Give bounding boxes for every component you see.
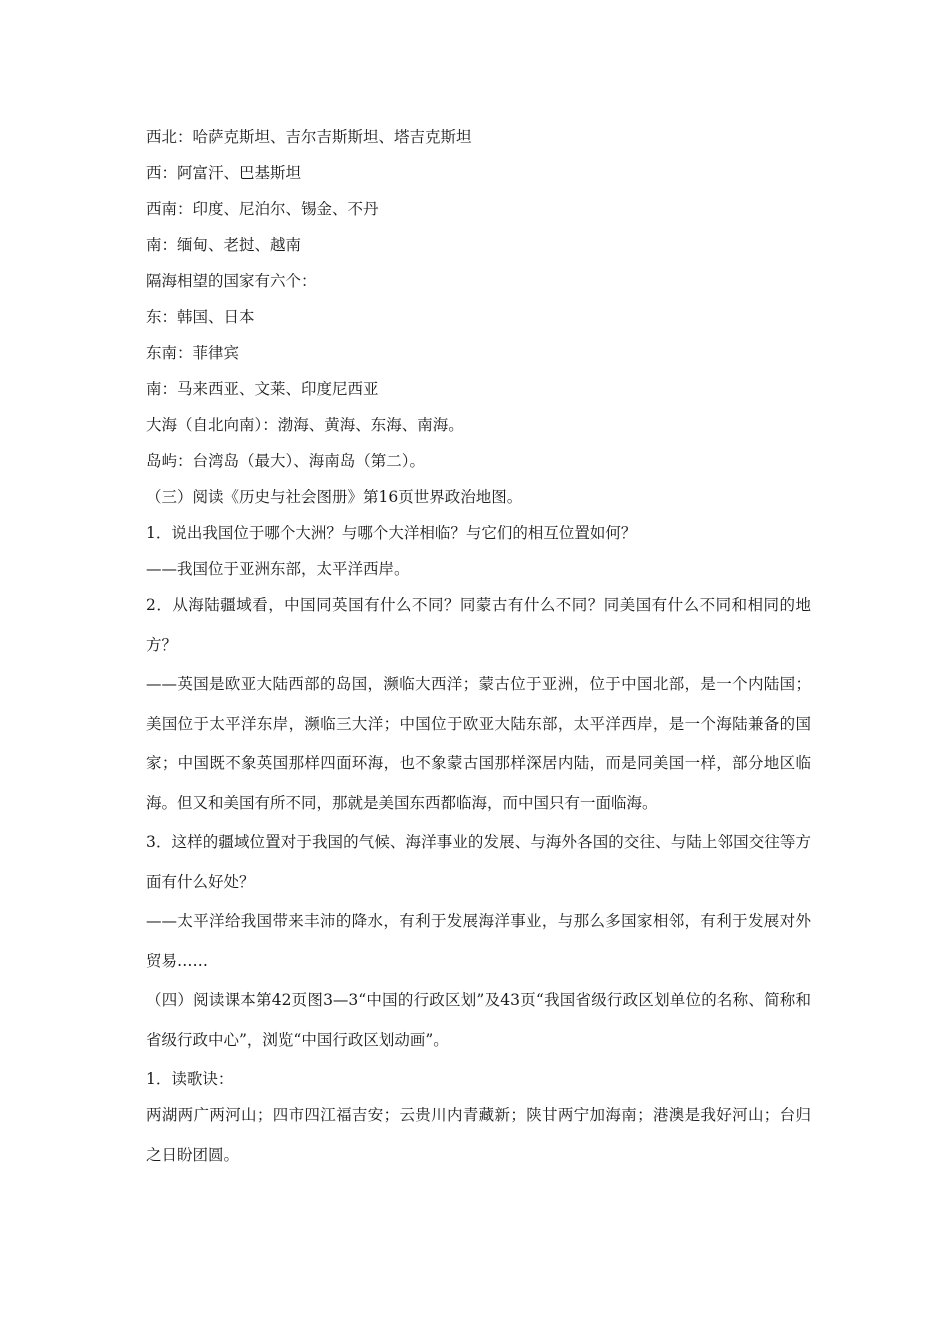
paragraph-line: 岛屿：台湾岛（最大）、海南岛（第二）。	[146, 452, 426, 470]
section-heading: （三）阅读《历史与社会图册》第16页世界政治地图。	[146, 488, 523, 506]
question-2: 2．从海陆疆域看，中国同英国有什么不同？同蒙古有什么不同？同美国有什么不同和相同的地方？	[146, 596, 811, 654]
paragraph-line: 南：马来西亚、文莱、印度尼西亚	[146, 380, 379, 398]
paragraph-line: 大海（自北向南）：渤海、黄海、东海、南海。	[146, 416, 464, 434]
paragraph-line: 西南：印度、尼泊尔、锡金、不丹	[146, 200, 379, 218]
rhyme-text: 两湖两广两河山；四市四江福吉安；云贵川内青藏新；陕甘两宁加海南；港澳是我好河山；台归之日盼团圆。	[146, 1106, 811, 1164]
paragraph-line: 隔海相望的国家有六个：	[146, 272, 317, 290]
paragraph-line: 南：缅甸、老挝、越南	[146, 236, 302, 254]
section-heading: （四）阅读课本第42页图3—3“中国的行政区划”及43页“我国省级行政区划单位的名称、简称和省级行政中心”，浏览“中国行政区划动画”。	[146, 991, 811, 1049]
paragraph-line: 西北：哈萨克斯坦、吉尔吉斯斯坦、塔吉克斯坦	[146, 128, 472, 146]
answer-2: ——英国是欧亚大陆西部的岛国，濒临大西洋；蒙古位于亚洲，位于中国北部，是一个内陆国；美国位于太平洋东岸，濒临三大洋；中国位于欧亚大陆东部，太平洋西岸，是一个海陆兼备的国家；中国既不象英国那样四面环海，也不象蒙古国那样深居内陆，而是同美国一样，部分地区临海。但又和美国有所不同，那就是美国东西都临海，而中国只有一面临海。	[146, 675, 811, 812]
paragraph-line: 东：韩国、日本	[146, 308, 255, 326]
answer-1: ——我国位于亚洲东部，太平洋西岸。	[146, 560, 410, 578]
document-body	[146, 122, 811, 1179]
question-1: 1．说出我国位于哪个大洲？与哪个大洋相临？与它们的相互位置如何？	[146, 524, 637, 542]
question-3: 3．这样的疆域位置对于我国的气候、海洋事业的发展、与海外各国的交往、与陆上邻国交往等方面有什么好处？	[146, 833, 811, 891]
paragraph-line: 1．读歌诀：	[146, 1070, 234, 1088]
paragraph-line: 西：阿富汗、巴基斯坦	[146, 164, 302, 182]
answer-3: ——太平洋给我国带来丰沛的降水，有利于发展海洋事业，与那么多国家相邻，有利于发展对外贸易……	[146, 912, 811, 970]
paragraph-line: 东南：菲律宾	[146, 344, 240, 362]
